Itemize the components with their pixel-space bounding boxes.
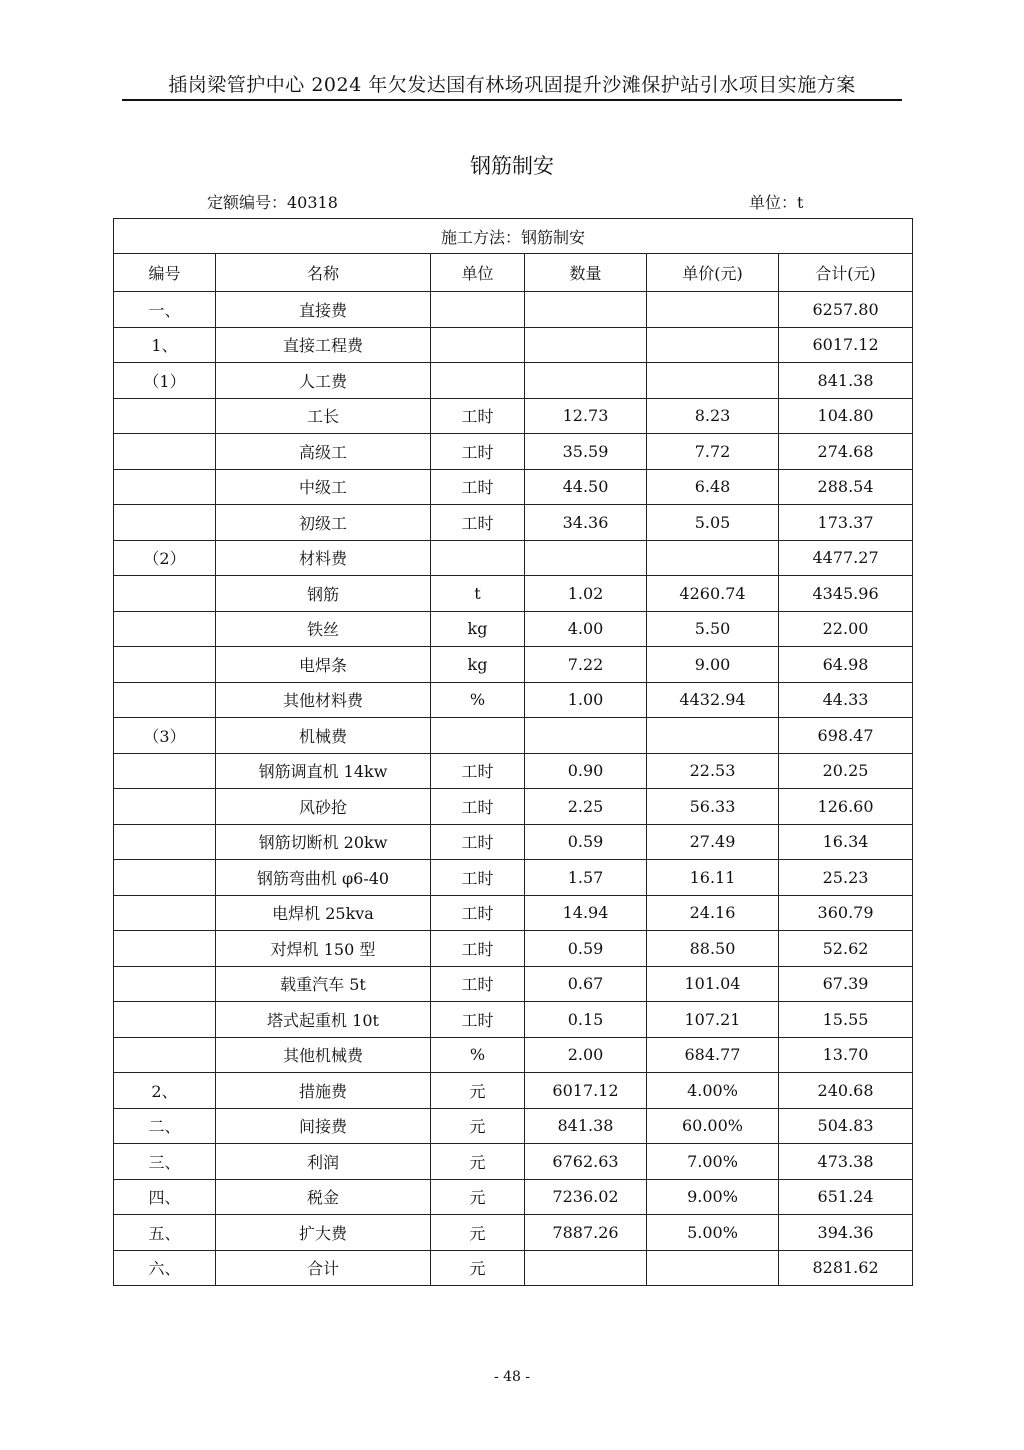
table-row <box>114 1073 913 1109</box>
cell-unit: 元 <box>431 1215 525 1251</box>
cell-code <box>114 647 216 683</box>
cell-total: 15.55 <box>779 1002 913 1038</box>
cell-code: 六、 <box>114 1250 216 1286</box>
cell-quantity: 14.94 <box>525 895 647 931</box>
cell-unit-price: 5.00% <box>647 1215 779 1251</box>
cell-code: 五、 <box>114 1215 216 1251</box>
cell-total: 44.33 <box>779 682 913 718</box>
cell-code <box>114 966 216 1002</box>
cell-name: 税金 <box>216 1179 431 1215</box>
cell-quantity: 12.73 <box>525 398 647 434</box>
cell-total: 25.23 <box>779 860 913 896</box>
cell-code <box>114 469 216 505</box>
table-body <box>114 292 913 1286</box>
cell-unit: 工时 <box>431 824 525 860</box>
cost-table <box>113 218 913 1286</box>
cell-total: 240.68 <box>779 1073 913 1109</box>
cell-unit-price: 9.00 <box>647 647 779 683</box>
cell-name: 措施费 <box>216 1073 431 1109</box>
cell-name: 利润 <box>216 1144 431 1180</box>
cell-unit-price: 24.16 <box>647 895 779 931</box>
cell-code <box>114 1002 216 1038</box>
table-row <box>114 824 913 860</box>
cell-name: 材料费 <box>216 540 431 576</box>
cell-quantity <box>525 1250 647 1286</box>
column-header-total: 合计(元) <box>779 254 913 292</box>
cell-name: 直接费 <box>216 292 431 328</box>
cell-code: 2、 <box>114 1073 216 1109</box>
cell-name: 合计 <box>216 1250 431 1286</box>
table-row <box>114 576 913 612</box>
cell-unit-price <box>647 540 779 576</box>
cell-unit: 工时 <box>431 398 525 434</box>
cell-quantity <box>525 292 647 328</box>
table-row <box>114 611 913 647</box>
cell-unit: 元 <box>431 1179 525 1215</box>
cell-name: 钢筋 <box>216 576 431 612</box>
cell-total: 4477.27 <box>779 540 913 576</box>
table-row <box>114 469 913 505</box>
table-row <box>114 505 913 541</box>
table-header-row <box>114 254 913 292</box>
cell-total: 274.68 <box>779 434 913 470</box>
cell-unit-price <box>647 292 779 328</box>
cell-total: 504.83 <box>779 1108 913 1144</box>
table-row <box>114 1215 913 1251</box>
column-header-name: 名称 <box>216 254 431 292</box>
cell-unit-price: 5.50 <box>647 611 779 647</box>
cell-total: 16.34 <box>779 824 913 860</box>
cell-total: 8281.62 <box>779 1250 913 1286</box>
cell-unit-price: 5.05 <box>647 505 779 541</box>
cell-code: （1） <box>114 363 216 399</box>
cell-unit: 工时 <box>431 505 525 541</box>
cell-unit: 工时 <box>431 895 525 931</box>
cell-unit-price <box>647 718 779 754</box>
table-row <box>114 753 913 789</box>
cell-name: 扩大费 <box>216 1215 431 1251</box>
cell-name: 间接费 <box>216 1108 431 1144</box>
cell-total: 67.39 <box>779 966 913 1002</box>
cell-total: 173.37 <box>779 505 913 541</box>
cell-unit-price: 4.00% <box>647 1073 779 1109</box>
cell-total: 13.70 <box>779 1037 913 1073</box>
cell-name: 工长 <box>216 398 431 434</box>
header-divider <box>122 99 902 101</box>
cell-name: 初级工 <box>216 505 431 541</box>
page-header-title: 插岗梁管护中心 2024 年欠发达国有林场巩固提升沙滩保护站引水项目实施方案 <box>168 74 856 96</box>
cell-code: （3） <box>114 718 216 754</box>
cell-name: 其他机械费 <box>216 1037 431 1073</box>
cell-code <box>114 789 216 825</box>
cell-quantity: 35.59 <box>525 434 647 470</box>
cell-quantity: 2.25 <box>525 789 647 825</box>
cell-unit: t <box>431 576 525 612</box>
cell-quantity: 7.22 <box>525 647 647 683</box>
cell-total: 651.24 <box>779 1179 913 1215</box>
table-row <box>114 540 913 576</box>
cell-total: 64.98 <box>779 647 913 683</box>
cell-total: 104.80 <box>779 398 913 434</box>
cell-name: 人工费 <box>216 363 431 399</box>
cell-total: 6257.80 <box>779 292 913 328</box>
column-header-unit-price: 单价(元) <box>647 254 779 292</box>
table-row <box>114 1037 913 1073</box>
cell-code <box>114 505 216 541</box>
cell-name: 铁丝 <box>216 611 431 647</box>
cell-quantity: 0.59 <box>525 931 647 967</box>
cell-name: 钢筋弯曲机 φ6-40 <box>216 860 431 896</box>
table-row <box>114 434 913 470</box>
cell-code: 一、 <box>114 292 216 328</box>
cell-unit: 元 <box>431 1073 525 1109</box>
cell-quantity <box>525 327 647 363</box>
cell-unit: 元 <box>431 1144 525 1180</box>
table-row <box>114 327 913 363</box>
cell-name: 其他材料费 <box>216 682 431 718</box>
cell-unit-price: 101.04 <box>647 966 779 1002</box>
cell-code <box>114 682 216 718</box>
column-header-quantity: 数量 <box>525 254 647 292</box>
cell-code: （2） <box>114 540 216 576</box>
cell-code <box>114 434 216 470</box>
cell-unit: 工时 <box>431 753 525 789</box>
table-row <box>114 682 913 718</box>
cell-quantity <box>525 363 647 399</box>
cell-code <box>114 895 216 931</box>
cell-code <box>114 398 216 434</box>
cell-unit-price: 684.77 <box>647 1037 779 1073</box>
cell-quantity: 6017.12 <box>525 1073 647 1109</box>
cell-quantity <box>525 718 647 754</box>
table-row <box>114 1179 913 1215</box>
table-row <box>114 363 913 399</box>
cell-total: 22.00 <box>779 611 913 647</box>
cell-code: 四、 <box>114 1179 216 1215</box>
cell-unit-price <box>647 327 779 363</box>
cell-total: 698.47 <box>779 718 913 754</box>
cell-total: 20.25 <box>779 753 913 789</box>
cell-quantity: 1.57 <box>525 860 647 896</box>
cell-quantity: 0.67 <box>525 966 647 1002</box>
quota-number: 定额编号：40318 <box>207 193 338 212</box>
cell-quantity: 44.50 <box>525 469 647 505</box>
cell-code <box>114 753 216 789</box>
table-row <box>114 398 913 434</box>
cell-unit-price: 7.72 <box>647 434 779 470</box>
cell-unit-price: 107.21 <box>647 1002 779 1038</box>
cell-unit: 工时 <box>431 931 525 967</box>
cell-unit-price: 7.00% <box>647 1144 779 1180</box>
cell-unit: % <box>431 1037 525 1073</box>
cell-total: 360.79 <box>779 895 913 931</box>
table-row <box>114 966 913 1002</box>
cell-unit: kg <box>431 647 525 683</box>
cell-unit: 元 <box>431 1250 525 1286</box>
cell-total: 288.54 <box>779 469 913 505</box>
cell-unit-price: 88.50 <box>647 931 779 967</box>
cell-unit: % <box>431 682 525 718</box>
cell-unit-price: 9.00% <box>647 1179 779 1215</box>
column-header-code: 编号 <box>114 254 216 292</box>
cell-unit: 工时 <box>431 860 525 896</box>
cell-name: 风砂抢 <box>216 789 431 825</box>
cell-unit: kg <box>431 611 525 647</box>
cell-unit-price: 22.53 <box>647 753 779 789</box>
cell-unit-price: 60.00% <box>647 1108 779 1144</box>
table-row <box>114 789 913 825</box>
cell-unit <box>431 292 525 328</box>
cell-unit: 工时 <box>431 966 525 1002</box>
cell-unit-price: 4432.94 <box>647 682 779 718</box>
table-row <box>114 860 913 896</box>
cell-name: 电焊机 25kva <box>216 895 431 931</box>
cell-quantity: 1.02 <box>525 576 647 612</box>
cell-quantity: 1.00 <box>525 682 647 718</box>
column-header-unit: 单位 <box>431 254 525 292</box>
cell-name: 塔式起重机 10t <box>216 1002 431 1038</box>
cell-unit-price: 16.11 <box>647 860 779 896</box>
cell-unit-price: 27.49 <box>647 824 779 860</box>
cell-name: 对焊机 150 型 <box>216 931 431 967</box>
cell-unit-price: 8.23 <box>647 398 779 434</box>
table-row <box>114 292 913 328</box>
cell-quantity: 6762.63 <box>525 1144 647 1180</box>
cell-name: 中级工 <box>216 469 431 505</box>
cell-unit-price: 4260.74 <box>647 576 779 612</box>
table-row <box>114 718 913 754</box>
table-row <box>114 1250 913 1286</box>
construction-method-row <box>114 219 913 254</box>
cell-unit <box>431 718 525 754</box>
cell-total: 4345.96 <box>779 576 913 612</box>
cell-unit <box>431 327 525 363</box>
cell-quantity: 2.00 <box>525 1037 647 1073</box>
document-title: 钢筋制安 <box>470 154 554 178</box>
construction-method: 施工方法：钢筋制安 <box>114 219 913 254</box>
cell-unit-price: 6.48 <box>647 469 779 505</box>
cell-code <box>114 1037 216 1073</box>
cell-unit: 工时 <box>431 469 525 505</box>
cell-unit: 工时 <box>431 1002 525 1038</box>
cell-name: 电焊条 <box>216 647 431 683</box>
cell-code: 三、 <box>114 1144 216 1180</box>
cell-total: 52.62 <box>779 931 913 967</box>
page-number: - 48 - <box>493 1369 531 1385</box>
cell-code <box>114 860 216 896</box>
cell-quantity: 0.59 <box>525 824 647 860</box>
table-row <box>114 895 913 931</box>
cell-quantity: 841.38 <box>525 1108 647 1144</box>
cell-unit <box>431 540 525 576</box>
cell-quantity <box>525 540 647 576</box>
cell-quantity: 0.15 <box>525 1002 647 1038</box>
cell-unit: 工时 <box>431 789 525 825</box>
cell-total: 394.36 <box>779 1215 913 1251</box>
cell-unit <box>431 363 525 399</box>
table-row <box>114 931 913 967</box>
unit-label: 单位：t <box>749 193 804 212</box>
cell-code <box>114 824 216 860</box>
cell-name: 直接工程费 <box>216 327 431 363</box>
cell-unit-price: 56.33 <box>647 789 779 825</box>
table-row <box>114 1144 913 1180</box>
cell-quantity: 0.90 <box>525 753 647 789</box>
cell-quantity: 7887.26 <box>525 1215 647 1251</box>
cell-code <box>114 576 216 612</box>
table-row <box>114 647 913 683</box>
cell-total: 841.38 <box>779 363 913 399</box>
cell-total: 126.60 <box>779 789 913 825</box>
cell-name: 高级工 <box>216 434 431 470</box>
cell-name: 钢筋调直机 14kw <box>216 753 431 789</box>
table-row <box>114 1108 913 1144</box>
cell-quantity: 7236.02 <box>525 1179 647 1215</box>
cell-name: 载重汽车 5t <box>216 966 431 1002</box>
cell-code <box>114 611 216 647</box>
cell-code: 1、 <box>114 327 216 363</box>
cell-unit-price <box>647 1250 779 1286</box>
cell-unit: 工时 <box>431 434 525 470</box>
cell-total: 473.38 <box>779 1144 913 1180</box>
cell-name: 机械费 <box>216 718 431 754</box>
cell-name: 钢筋切断机 20kw <box>216 824 431 860</box>
cell-total: 6017.12 <box>779 327 913 363</box>
cell-quantity: 34.36 <box>525 505 647 541</box>
cell-unit: 元 <box>431 1108 525 1144</box>
cell-code: 二、 <box>114 1108 216 1144</box>
cell-quantity: 4.00 <box>525 611 647 647</box>
table-row <box>114 1002 913 1038</box>
cell-code <box>114 931 216 967</box>
cell-unit-price <box>647 363 779 399</box>
